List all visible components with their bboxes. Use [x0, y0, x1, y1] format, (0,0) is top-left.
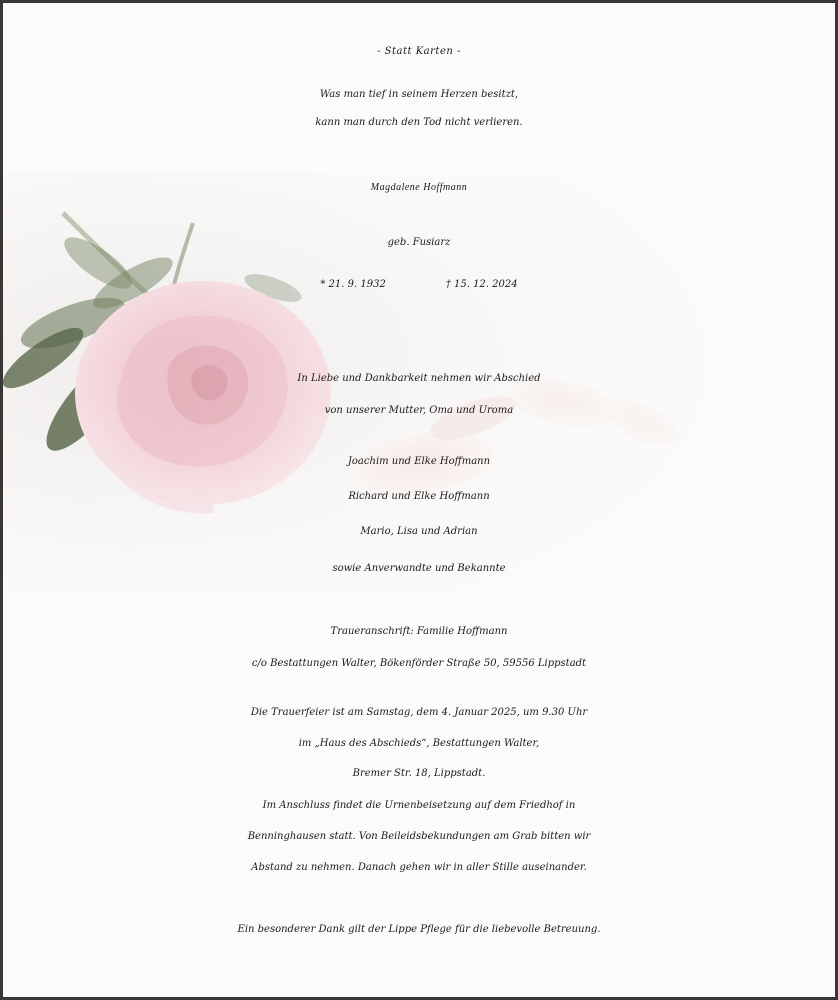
service-line: Die Trauerfeier ist am Samstag, dem 4. Januar 2025, um 9.30 Uhr — [250, 707, 588, 718]
mourner-line: Joachim und Elke Hoffmann — [347, 456, 491, 467]
mourner-line: Richard und Elke Hoffmann — [348, 491, 490, 502]
motto-line: Was man tief in seinem Herzen besitzt, — [319, 89, 519, 100]
farewell-line: von unserer Mutter, Oma und Uroma — [324, 405, 514, 416]
life-dates — [3, 280, 835, 290]
address-line: c/o Bestattungen Walter, Bökenförder Straße 50, 59556 Lippstadt — [251, 658, 587, 669]
birth-date: * 21. 9. 1932 — [320, 279, 386, 290]
service-line: Abstand zu nehmen. Danach gehen wir in aller Stille auseinander. — [251, 862, 587, 873]
birth-name: geb. Fusiarz — [387, 237, 451, 248]
mourner-line: Mario, Lisa und Adrian — [360, 526, 478, 537]
farewell-line: In Liebe und Dankbarkeit nehmen wir Abschied — [297, 373, 541, 384]
service-line: im „Haus des Abschieds“, Bestattungen Walter, — [298, 738, 540, 749]
service-line: Im Anschluss findet die Urnenbeisetzung auf dem Friedhof in — [262, 800, 576, 811]
motto-line: kann man durch den Tod nicht verlieren. — [315, 117, 523, 128]
deceased-name: Magdalene Hoffmann — [370, 182, 468, 193]
service-line: Benninghausen statt. Von Beileidsbekundungen am Grab bitten wir — [247, 831, 591, 842]
death-date: † 15. 12. 2024 — [445, 279, 518, 290]
thanks-note: Ein besonderer Dank gilt der Lippe Pflege für die liebevolle Betreuung. — [237, 924, 601, 935]
address-line: Traueranschrift: Familie Hoffmann — [330, 626, 508, 637]
mourner-line: sowie Anverwandte und Bekannte — [332, 563, 506, 574]
header-note: - Statt Karten - — [377, 46, 461, 57]
service-line: Bremer Str. 18, Lippstadt. — [352, 768, 486, 779]
